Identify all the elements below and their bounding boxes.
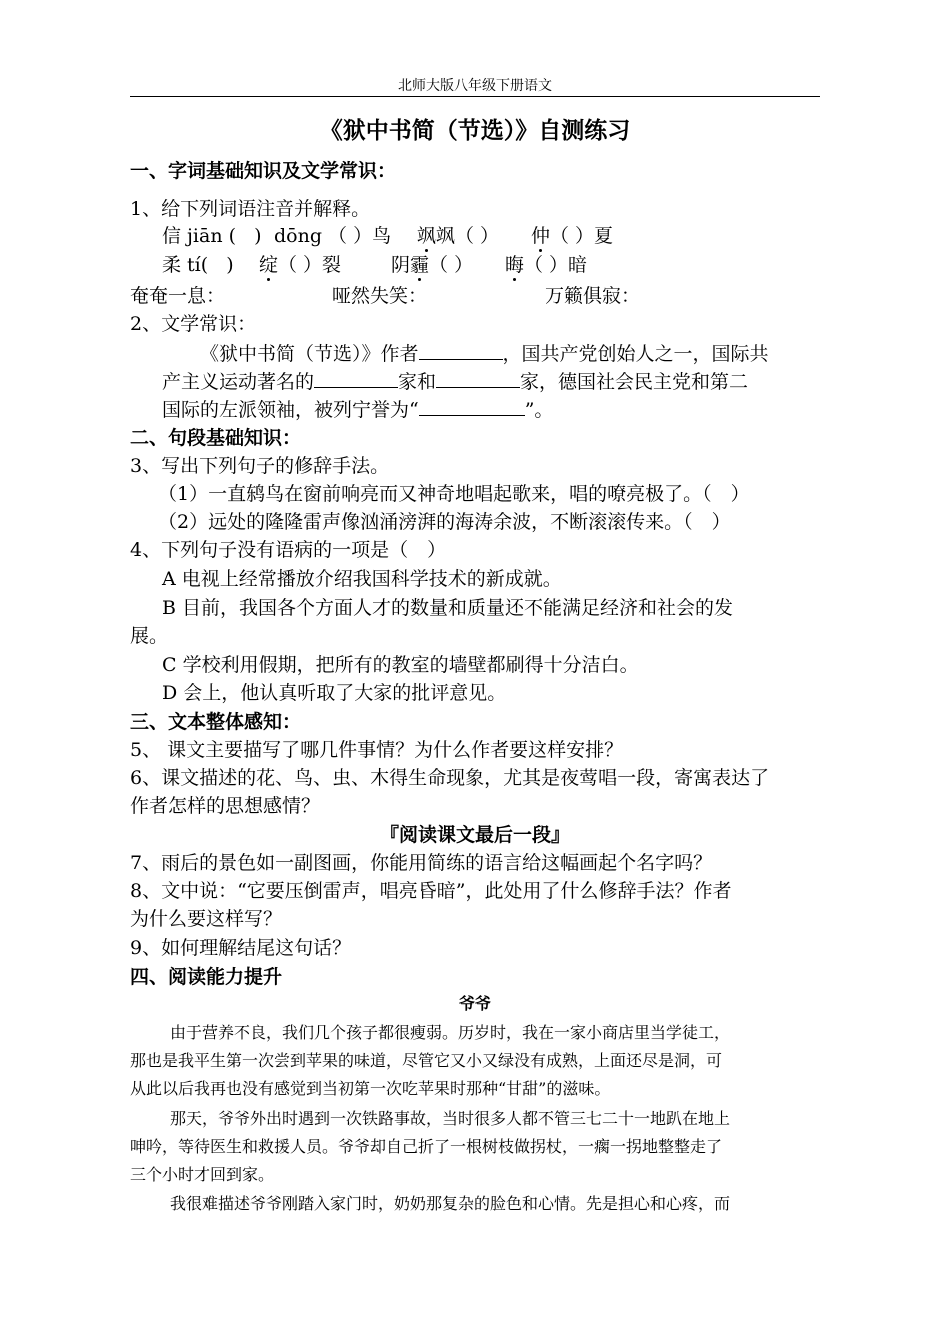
q4-option-c: C 学校利用假期，把所有的教室的墙壁都刷得十分洁白。 [162, 654, 639, 676]
story-p2-line-1: 那天，爷爷外出时遇到一次铁路事故，当时很多人都不管三七二十一地趴在地上 [170, 1109, 731, 1128]
story-p1-line-2: 那也是我平生第一次尝到苹果的味道，尽管它又小又绿没有成熟，上面还尽是洞，可 [130, 1051, 723, 1070]
q1-item-dong: dōng （ ）鸟 [274, 225, 392, 247]
q1-item-mai: 阴霾（ ） [391, 254, 474, 276]
q1-item-ti: 柔 tí( ) [162, 254, 234, 276]
role-blank-2[interactable] [436, 367, 520, 388]
q2-line-3: 国际的左派领袖，被列宁誉为“ ”。 [162, 395, 553, 423]
role-blank-1[interactable] [314, 367, 398, 388]
reading-subheading: 『阅读课文最后一段』 [379, 824, 570, 846]
question-6-cont: 作者怎样的思想感情？ [130, 795, 321, 817]
section-heading-3: 三、文本整体感知： [130, 711, 302, 733]
header-rule [130, 96, 820, 97]
story-p2-line-3: 三个小时才回到家。 [130, 1165, 275, 1184]
page-title: 《狱中书简（节选）》自测练习 [319, 118, 631, 144]
q1-item-jian: 信 jiān ( ) [162, 225, 262, 247]
q4-option-d: D 会上，他认真听取了大家的批评意见。 [162, 682, 507, 704]
question-4-prompt: 4、下列句子没有语病的一项是（ ） [130, 539, 447, 561]
section-heading-1: 一、字词基础知识及文学常识： [130, 160, 397, 182]
q1-item-zhong: 仲（ ）夏 [531, 225, 614, 247]
running-header: 北师大版八年级下册语文 [398, 78, 552, 94]
question-8: 8、文中说：“它要压倒雷声，唱亮昏暗”，此处用了什么修辞手法？作者 [130, 880, 732, 902]
question-9: 9、如何理解结尾这句话？ [130, 937, 352, 959]
q1-term-3: 万籁俱寂： [545, 285, 641, 307]
q1-item-sasa: 飒飒（ ） [417, 225, 500, 247]
question-2-prompt: 2、文学常识： [130, 313, 257, 335]
question-5: 5、 课文主要描写了哪几件事情？为什么作者要这样安排？ [130, 739, 624, 761]
q1-term-1: 奄奄一息： [130, 285, 226, 307]
question-3-prompt: 3、写出下列句子的修辞手法。 [130, 455, 390, 477]
story-p3-line-1: 我很难描述爷爷刚踏入家门时，奶奶那复杂的脸色和心情。先是担心和心疼，而 [170, 1194, 731, 1213]
q4-option-b: B 目前，我国各个方面人才的数量和质量还不能满足经济和社会的发 [162, 597, 734, 619]
question-7: 7、雨后的景色如一副图画，你能用简练的语言给这幅画起个名字吗？ [130, 852, 713, 874]
q1-term-2: 哑然失笑： [332, 285, 428, 307]
story-p2-line-2: 呻吟，等待医生和救援人员。爷爷却自己折了一根树枝做拐杖，一瘸一拐地整整走了 [130, 1137, 723, 1156]
q3-item-1: （1）一直鸫鸟在窗前响亮而又神奇地唱起歌来，唱的嘹亮极了。（ ） [158, 483, 750, 505]
question-6: 6、课文描述的花、鸟、虫、木得生命现象，尤其是夜莺唱一段，寄寓表达了 [130, 767, 770, 789]
q4-option-a: A 电视上经常播放介绍我国科学技术的新成就。 [162, 568, 562, 590]
q2-line-2: 产主义运动著名的 家和 家，德国社会民主党和第二 [162, 367, 748, 395]
story-p1-line-1: 由于营养不良，我们几个孩子都很瘦弱。历岁时，我在一家小商店里当学徒工， [170, 1023, 731, 1042]
story-title: 爷爷 [458, 994, 491, 1013]
section-heading-2: 二、句段基础知识： [130, 427, 302, 449]
author-blank[interactable] [419, 339, 503, 360]
nickname-blank[interactable] [419, 395, 525, 416]
question-1-prompt: 1、给下列词语注音并解释。 [130, 198, 371, 220]
q1-item-zhan: 绽（ ）裂 [259, 254, 342, 276]
q2-line-1: 《狱中书简（节选）》作者 ，国共产党创始人之一，国际共 [200, 339, 769, 367]
q3-item-2: （2）远处的隆隆雷声像汹涌滂湃的海涛余波，不断滚滚传来。（ ） [158, 511, 731, 533]
question-8-cont: 为什么要这样写？ [130, 908, 283, 930]
story-p1-line-3: 从此以后我再也没有感觉到当初第一次吃苹果时那种“甘甜”的滋味。 [130, 1079, 611, 1098]
section-heading-4: 四、阅读能力提升 [130, 966, 283, 988]
q1-item-hui: 晦（ ）暗 [505, 254, 588, 276]
q4-option-b-cont: 展。 [130, 625, 169, 647]
